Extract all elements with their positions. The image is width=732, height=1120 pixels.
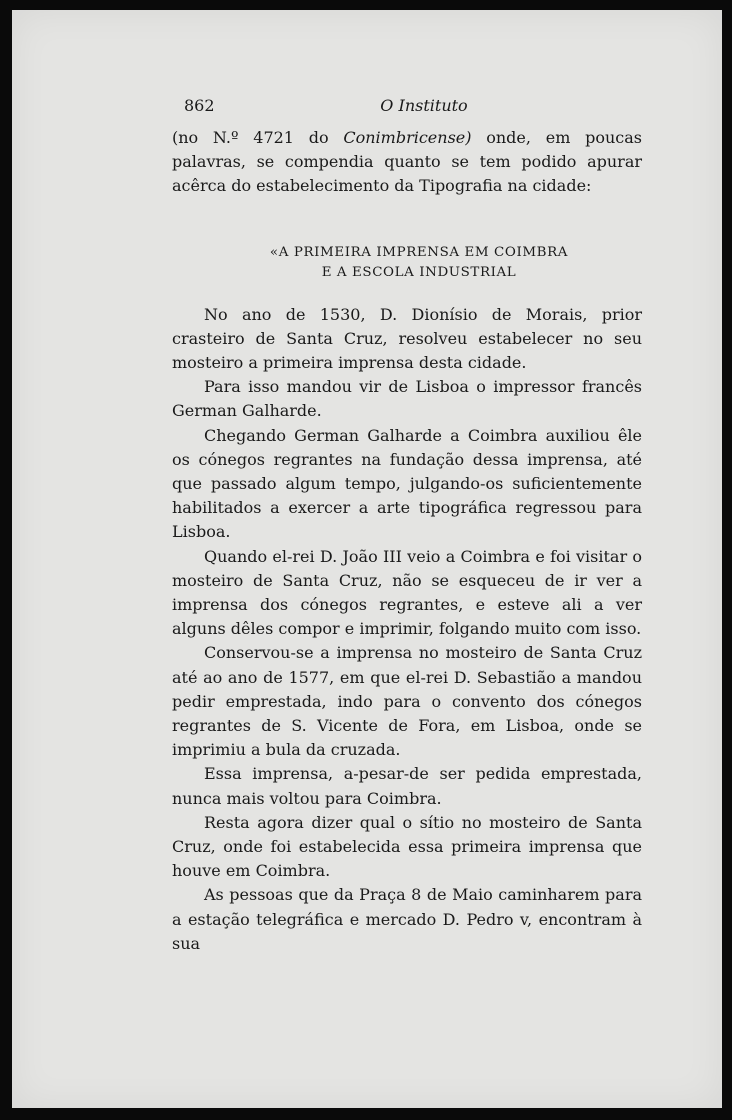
paragraph: As pessoas que da Praça 8 de Maio caminharem para a estação telegráfica e mercado D. Pedro v, encontram à sua [172, 885, 642, 953]
paragraph: Para isso mandou vir de Lisboa o impressor francês German Galharde. [172, 377, 642, 421]
page-header [184, 96, 654, 120]
intro-paragraph [172, 126, 642, 199]
paragraph: Quando el-rei D. João III veio a Coimbra e foi visitar o mosteiro de Santa Cruz, não se esqueceu de ir ver a imprensa dos cónegos regrantes, e esteve ali a ver alguns dêles compor e imprimir, folgando muito com isso. [172, 546, 642, 639]
paragraph: Essa imprensa, a-pesar-de ser pedida emprestada, nunca mais voltou para Coimbra. [172, 764, 642, 808]
page-number: 862 [184, 96, 215, 115]
page-body [172, 126, 642, 956]
section-title-line-1: «A PRIMEIRA IMPRENSA EM COIMBRA [269, 244, 569, 260]
paragraph: Chegando German Galharde a Coimbra auxiliou êle os cónegos regrantes na fundação dessa imprensa, até que passado algum tempo, julgando-os suficientemente habilitados a exercer a arte tipográfica regressou para Lisboa. [172, 425, 642, 542]
section-title [172, 243, 642, 283]
running-title: O Instituto [380, 96, 468, 115]
journal-name: Conimbricense) [343, 128, 472, 147]
section-title-line-2: E A ESCOLA INDUSTRIAL [321, 264, 517, 280]
intro-after: onde, em poucas palavras, se compendia quanto se tem podido apurar acêrca do estabelecimento da Tipografia na cidade: [172, 128, 643, 196]
paragraph: Conservou-se a imprensa no mosteiro de Santa Cruz até ao ano de 1577, em que el-rei D. Sebastião a mandou pedir emprestada, indo para o convento dos cónegos regrantes de S. Vicente de Fora, em Lisboa, onde se imprimiu a bula da cruzada. [172, 643, 642, 760]
intro-before: (no N.º 4721 do [172, 128, 344, 147]
paragraph: No ano de 1530, D. Dionísio de Morais, prior crasteiro de Santa Cruz, resolveu estabelecer no seu mosteiro a primeira imprensa desta cidade. [172, 304, 642, 373]
paragraph: Resta agora dizer qual o sítio no mosteiro de Santa Cruz, onde foi estabelecida essa primeira imprensa que houve em Coimbra. [172, 812, 642, 881]
